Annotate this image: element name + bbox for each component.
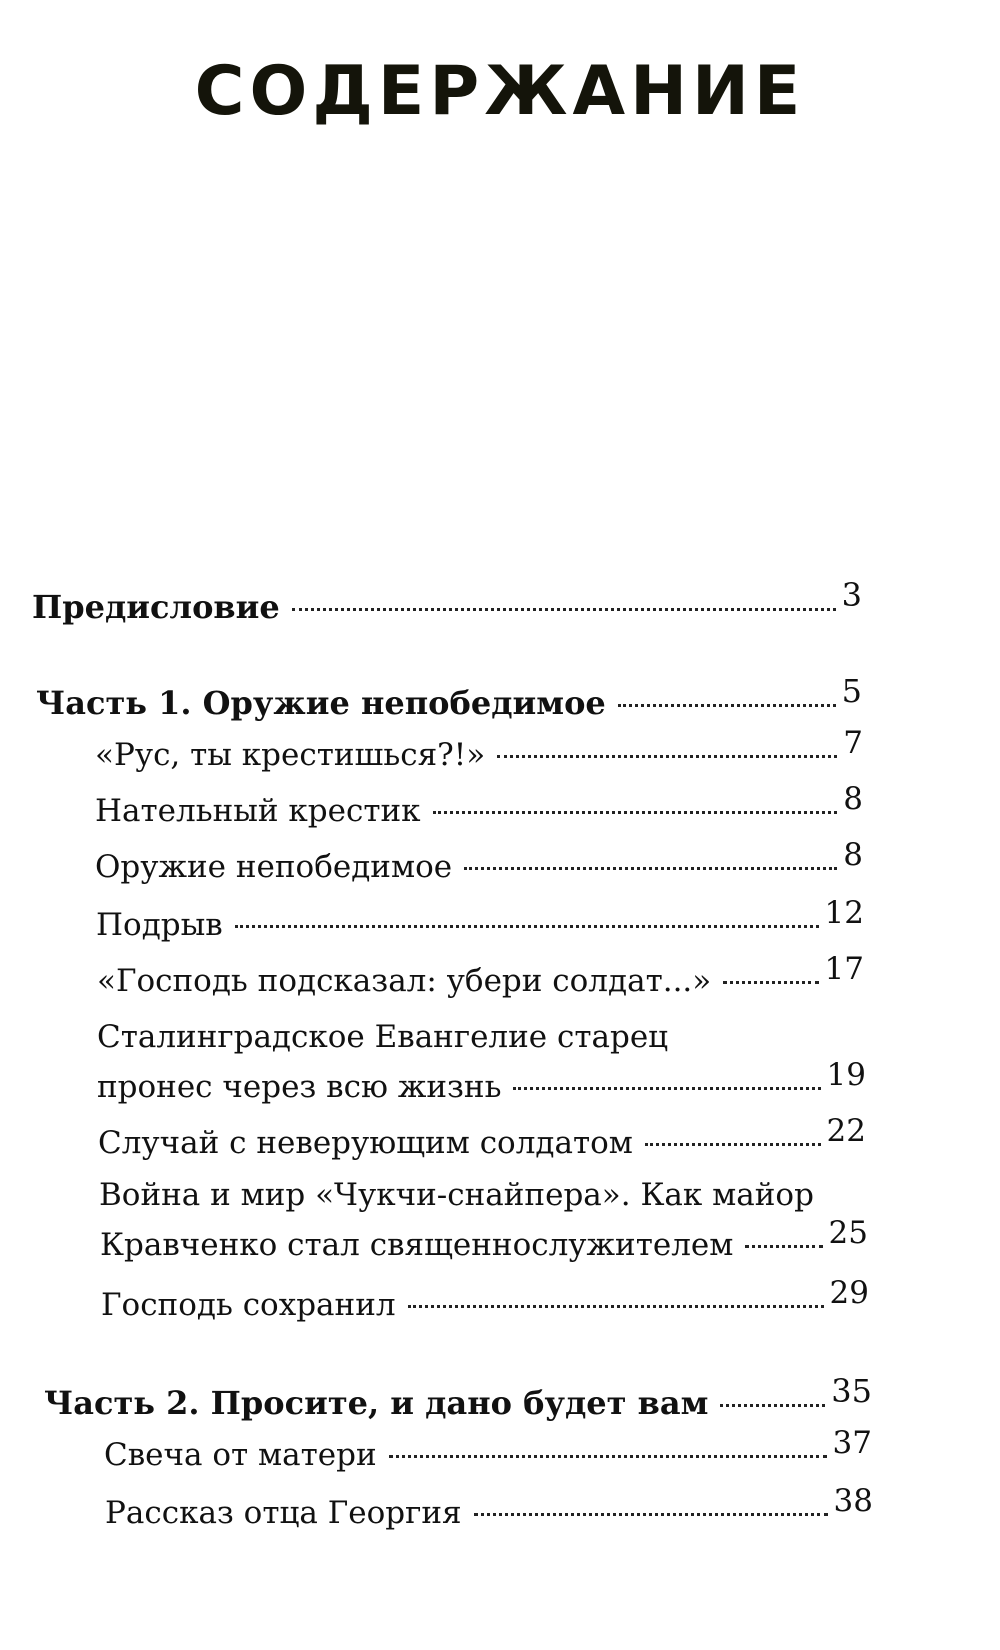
toc-entry-label: «Рус, ты крестишься?!» bbox=[95, 737, 486, 773]
dot-leader bbox=[497, 755, 837, 758]
dot-leader bbox=[645, 1143, 821, 1146]
toc-page-number: 5 bbox=[841, 672, 862, 710]
toc-page-number: 38 bbox=[833, 1483, 873, 1519]
toc-entry-label: Оружие непобедимое bbox=[95, 849, 453, 885]
toc-entry[interactable] bbox=[96, 895, 864, 944]
dot-leader bbox=[474, 1513, 828, 1516]
dot-leader bbox=[618, 704, 836, 707]
dot-leader bbox=[292, 608, 836, 611]
dot-leader bbox=[389, 1455, 827, 1458]
dot-leader bbox=[433, 811, 838, 814]
toc-entry-label: Рассказ отца Георгия bbox=[105, 1495, 462, 1531]
page-title: СОДЕРЖАНИЕ bbox=[194, 52, 806, 131]
toc-entry[interactable] bbox=[104, 1425, 872, 1474]
toc-entry-label: Нательный крестик bbox=[95, 793, 421, 829]
dot-leader bbox=[408, 1305, 824, 1308]
toc-page-number: 8 bbox=[843, 781, 863, 817]
toc-page-number: 17 bbox=[824, 951, 864, 987]
toc-entry-label: пронес через всю жизнь bbox=[97, 1069, 502, 1105]
toc-entry[interactable] bbox=[97, 1057, 866, 1106]
toc-entry-label: Подрыв bbox=[96, 907, 223, 943]
toc-entry[interactable] bbox=[98, 1113, 866, 1162]
toc-entry[interactable] bbox=[95, 725, 863, 774]
toc-page-number: 19 bbox=[826, 1057, 866, 1093]
toc-page-number: 7 bbox=[843, 725, 863, 761]
toc-page-number: 35 bbox=[831, 1372, 872, 1410]
toc-entry-label: Случай с неверующим солдатом bbox=[98, 1125, 633, 1161]
toc-entry-part-1[interactable] bbox=[36, 672, 862, 722]
dot-leader bbox=[464, 867, 837, 870]
dot-leader bbox=[745, 1245, 822, 1248]
toc-page-number: 25 bbox=[828, 1215, 868, 1251]
toc-entry[interactable] bbox=[95, 781, 863, 830]
toc-entry-label: «Господь подсказал: убери солдат...» bbox=[97, 963, 712, 999]
toc-entry-label: Часть 2. Просите, и дано будет вам bbox=[44, 1384, 709, 1422]
toc-entry-preface[interactable] bbox=[32, 576, 862, 626]
dot-leader bbox=[513, 1087, 820, 1090]
toc-page-number: 8 bbox=[843, 837, 863, 873]
dot-leader bbox=[723, 981, 818, 984]
toc-entry[interactable] bbox=[100, 1215, 868, 1264]
toc-page-number: 37 bbox=[832, 1425, 872, 1461]
dot-leader bbox=[235, 925, 819, 928]
toc-entry-part-2[interactable] bbox=[44, 1372, 872, 1422]
toc-entry-label: Часть 1. Оружие непобедимое bbox=[36, 684, 606, 722]
toc-page-number: 22 bbox=[826, 1113, 866, 1149]
toc-entry[interactable] bbox=[95, 837, 863, 886]
toc-entry-label: Предисловие bbox=[32, 588, 280, 626]
toc-entry[interactable] bbox=[97, 951, 864, 1000]
toc-entry-first-line[interactable]: Сталинградское Евангелие старец bbox=[97, 1019, 669, 1055]
toc-entry-first-line[interactable]: Война и мир «Чукчи-снайпера». Как майор bbox=[99, 1177, 814, 1213]
toc-entry[interactable] bbox=[101, 1275, 869, 1324]
toc-page-number: 29 bbox=[829, 1275, 869, 1311]
toc-entry[interactable] bbox=[105, 1483, 873, 1532]
toc-entry-label: Свеча от матери bbox=[104, 1437, 377, 1473]
toc-page-number: 3 bbox=[841, 576, 862, 614]
toc-entry-label: Господь сохранил bbox=[101, 1287, 396, 1323]
toc-page-number: 12 bbox=[824, 895, 864, 931]
dot-leader bbox=[720, 1404, 825, 1407]
toc-entry-label: Кравченко стал священнослужителем bbox=[100, 1227, 734, 1263]
